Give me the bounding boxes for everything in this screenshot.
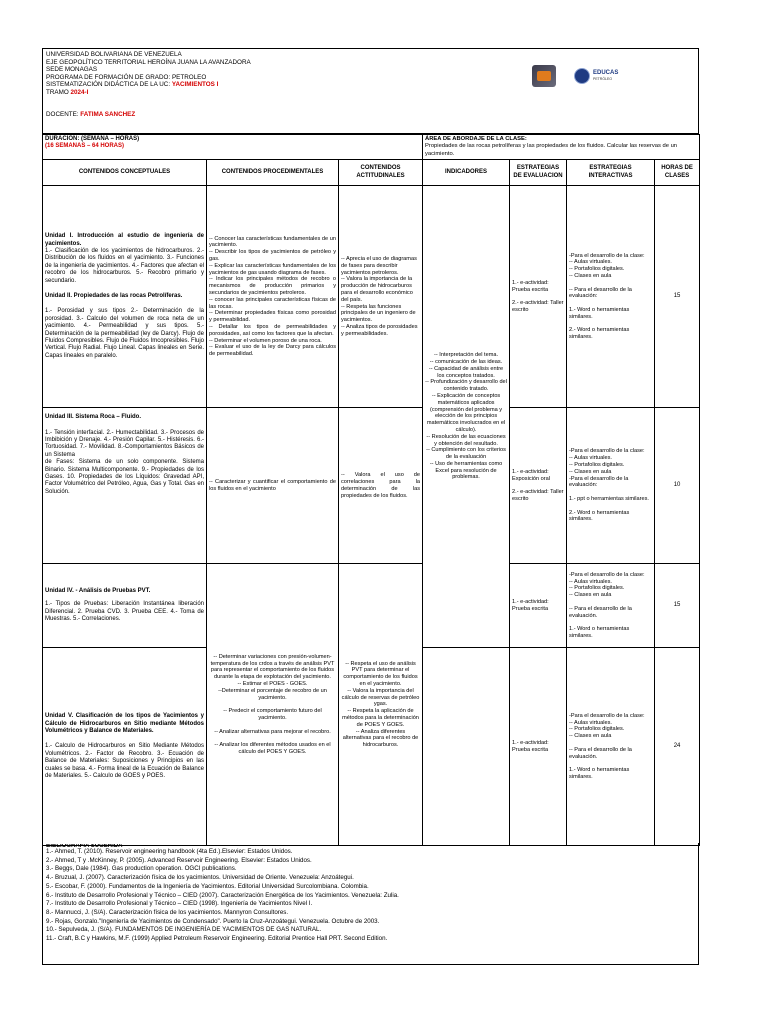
sistematizacion-line: SISTEMATIZACIÓN DIDÁCTICA DE LA UC: YACIMIENTOS I [46,81,219,89]
header-line: EJE GEOPOLÍTICO TERRITORIAL HEROÍNA JUANA LA AVANZADORA [46,58,251,66]
conceptual-cell: Unidad III. Sistema Roca – Fluido. 1.- Tensión interfacial. 2.- Humectabilidad. 3.- Procesos de Imbibición y Drenaje. 4.- Presión Capilar. 5.- Histéresis. 6.- Tortuosidad. 7.- Movilidad. 8.-Comportamientos Básicos de un Sistema de Fases: Sistema de un solo componente. Sistema Binario. Sistema Multicomponente. 9.- Propiedades de los Gases. 10. Propiedades de los Líquidos: Gravedad API, Factor Volumétrico del Petróleo, Agua, Gas y Total. Gas en Solución. [43,408,207,564]
actitudinal-cell: -- Aprecia el uso de diagramas de fases para describir yacimientos petroleros. -- Valora la importancia de la producción de hidrocarburos para el desarrollo económico del país. -- Respeta las funciones principales de un ingeniero de yacimientos. -- Analiza tipos de porosidades y permeabilidades. [339,186,423,408]
bib-item: 11.- Craft, B.C y Hawkins, M.F. (1999) Applied Petroleum Reservoir Engineering. Editorial Prentice Hall PRT. Second Edition. [46,935,388,943]
logos [532,63,652,89]
educas-logo: EDUCAS PETRÓLEO [574,68,618,84]
procedimental-cell: -- Caracterizar y cuantificar el comportamiento de los fluidos en el yacimiento [207,408,339,564]
bib-item: 10.- Sepulveda, J. (S/A). FUNDAMENTOS DE INGENIERÍA DE YACIMIENTOS DE GAS NATURAL. [46,926,322,934]
column-headers [43,160,700,186]
col-interactivas: ESTRATEGIAS INTERACTIVAS [567,160,655,186]
document-header [42,48,699,134]
bib-item: 7.- Instituto de Desarrollo Profesional y Técnico – CIED (1998). Ingeniería de Yacimientos Nivel I. [46,900,313,908]
duracion-value: (16 SEMANAS – 64 HORAS) [45,143,125,150]
tramo-line: TRAMO 2024-I [46,88,89,96]
area-cell: ÁREA DE ABORDAJE DE LA CLASE: Propiedades de las rocas petrolíferas y las propiedades de los fluidos. Calcular las reservas de un yacimiento. [423,135,700,160]
bib-item: 6.- Instituto de Desarrollo Profesional y Técnico – CIED (2007). Caracterización Energética de los Yacimientos. Venezuela: Zulia. [46,891,399,899]
indicadores-cell: -- Interpretación del tema. -- comunicación de las ideas. -- Capacidad de análisis entre los conceptos tratados. -- Profundización y desarrollo del contenido tratado. -- Explicación de conceptos matemáticos aplicados (comprensión del problema y elección de los principios matemáticos involucrados en el cálculo). -- Resolución de las ecuaciones y obtención del resultado. -- Cumplimiento con los criterios de la evaluación -- Uso de herramientas como Excel para resolución de problemas. [423,186,510,648]
procedimental-cell: -- Determinar variaciones con presión-volumen-temperatura de los crdos a través de análisis PVT para representar el comportamiento de los fluidos durante la etapa de explotación del yacimiento. -- Estimar el POES - GOES. --Determinar el porcentaje de recobro de un yacimiento. -- Predecir el comportamiento futuro del yacimiento. -- Analizar alternativas para mejorar el recobro. -- Analizar los diferentes métodos usados en el cálculo del POES Y GOES. [207,564,339,846]
col-actitudinales: CONTENIDOS ACTITUDINALES [339,160,423,186]
header-line: PROGRAMA DE FORMACIÓN DE GRADO: PETROLEO [46,73,207,81]
col-conceptuales: CONTENIDOS CONCEPTUALES [43,160,207,186]
conceptual-cell: Unidad V. Clasificación de los tipos de Yacimientos y Cálculo de Hidrocarburos en Sitio mediante Métodos Volumétricos y Balance de Materiales. 1.- Calculo de Hidrocarburos en Sitio Mediante Métodos Volumétricos. 2.- Factor de Recobro. 3.- Ecuación de Balance de Materiales: Suposiciones y Principios en las cuales se basa. 4.- Forma lineal de la Ecuación de Balance de Materiales. 5.- Calculo de GOES y POES. [43,648,207,846]
col-evaluacion: ESTRATEGIAS DE EVALUACION [510,160,567,186]
header-line: UNIVERSIDAD BOLIVARIANA DE VENEZUELA [46,51,182,58]
procedimental-cell: -- Conocer las características fundamentales de un yacimiento. -- Describir los tipos de yacimientos de petróleo y gas. -- Explicar las características fundamentales de los yacimientos de gas usando diagrama de fases. -- Indicar los principales métodos de recobro o mecanismos de producción primarios y secundarios de yacimientos petroleros. -- conocer las principales características físicas de las rocas. -- Determinar propiedades físicas como porosidad y permeabilidad. -- Detallar los tipos de permeabilidades y porosidades, así como los factores que la afectan. -- Determinar el volumen poroso de una roca. -- Evaluar el uso de la ley de Darcy para cálculos de permeabilidad. [207,186,339,408]
evaluacion-cell: 1.- e-actividad: Exposición oral 2.- e-actividad: Taller escrito [510,408,567,564]
interactivas-cell: -Para el desarrollo de la clase: -- Aulas virtuales. -- Portafolios digitales. -- Clases en aula -- Para el desarrollo de la evaluación. 1.- Word o herramientas similares. [567,564,655,648]
bib-item: 4.- Bruzual, J. (2007). Caracterización física de los yacimientos. Universidad de Oriente. Venezuela: Anzoátegui. [46,874,354,882]
university-logo [532,65,556,87]
horas-cell: 10 [655,408,700,564]
duracion-cell: DURACION: (SEMANA – HORAS) (16 SEMANAS – 64 HORAS) [43,135,423,160]
interactivas-cell: -Para el desarrollo de la clase: -- Aulas virtuales. -- Portafolios digitales. -- Clases en aula -Para el desarrollo de la evaluación: 1.- ppt o herramientas similares. 2.- Word o herramientas similares. [567,408,655,564]
bib-item: 9.- Rojas, Gonzalo."Ingeniería de Yacimientos de Condensado". Puerto la Cruz-Anzoátegui. Venezuela. Octubre de 2003. [46,917,380,925]
institution-lines [46,51,251,97]
table-row [43,564,700,648]
tramo-value: 2024-I [70,88,89,96]
interactivas-cell: -Para el desarrollo de la clase: -- Aulas virtuales. -- Portafolios digitales. -- Clases en aula -- Para el desarrollo de la evaluación: 1.- Word o herramientas similares. 2.- Word o herramientas similares. [567,186,655,408]
col-horas: HORAS DE CLASES [655,160,700,186]
bib-item: 5.- Escobar, F. (2000). Fundamentos de la Ingeniería de Yacimientos. Editorial Universidad Surcolombiana. Colombia. [46,882,369,890]
horas-cell: 24 [655,648,700,846]
docente-line: DOCENTE: FATIMA SANCHEZ [46,111,136,118]
actitudinal-cell: -- Respeta el uso de análisis PVT para determinar el comportamiento de los fluidos en el yacimiento. -- Valora la importancia del cálculo de reservas de petróleo ygas. -- Respeta la aplicación de métodos para la determinación de POES Y GOES. -- Analiza diferentes alternativas para el recobro de hidrocarburos. [339,564,423,846]
bib-item: 3.- Beggs, Dale (1984). Gas production operation. OGCI publications. [46,865,237,873]
table-row [43,408,700,564]
header-line: SEDE MONAGAS [46,66,98,74]
bib-item: 1.- Ahmed, T. (2010). Reservoir engineering handbook (4ta Ed.).Elsevier: Estados Unidos. [46,848,293,855]
bib-item: 2.- Ahmed, T y .McKinney, P. (2005). Advanced Reservoir Engineering. Elsevier: Estados Unidos. [46,856,312,864]
col-procedimentales: CONTENIDOS PROCEDIMENTALES [207,160,339,186]
planning-table [42,134,700,846]
bibliography [42,843,699,965]
indicadores-cell-empty [423,648,510,846]
meta-row [43,135,700,160]
interactivas-cell: -Para el desarrollo de la clase: -- Aulas virtuales. -- Portafolios digitales. -- Clases en aula -- Para el desarrollo de la evaluación. 1.- Word o herramientas similares. [567,648,655,846]
horas-cell: 15 [655,186,700,408]
globe-icon [574,68,590,84]
evaluacion-cell: 1.- e-actividad: Prueba escrita [510,564,567,648]
actitudinal-cell: -- Valora el uso de correlaciones para la determinación de las propiedades de los fluidos. [339,408,423,564]
bib-item: 8.- Mannucci, J. (S/A). Caracterización física de los yacimientos. Mannyron Consultores. [46,908,289,916]
horas-cell: 15 [655,564,700,648]
evaluacion-cell: 1.- e-actividad: Prueba escrita [510,648,567,846]
docente-name: FATIMA SANCHEZ [80,111,136,118]
bibliography-title: BIBLIOGRAFIA SUGERIDA [46,844,123,848]
col-indicadores: INDICADORES [423,160,510,186]
uc-name: YACIMIENTOS I [171,81,219,89]
conceptual-cell: Unidad I. Introducción al estudio de ingeniería de yacimientos. 1.- Clasificación de los yacimientos de hidrocarburos. 2.- Distribución de los fluidos en el yacimiento. 3.- Funciones de la ingeniería de yacimientos. 4.- Factores que afectan el recobro de los hidrocarburos. 5.- Recobro primario y secundario. Unidad II. Propiedades de las rocas Petrolíferas. 1.- Porosidad y sus tipos 2.- Determinación de la porosidad. 3.- Calculo del volumen de roca neta de un yacimiento. 4.- Permeabilidad y sus tipos. 5.- Determinación de la permeabilidad (ley de Darcy). Flujo de Fluidos Compresibles. Flujo de Fluidos Imcopresibles. Flujo Vertical. Flujo Radial. Flujo Lineal. Capas lineales en Serie. Capas lineales en paralelo. [43,186,207,408]
table-row [43,186,700,408]
conceptual-cell: Unidad IV. - Análisis de Pruebas PVT. 1.- Tipos de Pruebas: Liberación Instantánea liberación Diferencial. 2. Prueba CVD. 3. Prueba CEE. 4.- Toma de Muestras. 5.- Correlaciones. [43,564,207,648]
evaluacion-cell: 1.- e-actividad: Prueba escrita 2.- e-actividad: Taller escrito [510,186,567,408]
